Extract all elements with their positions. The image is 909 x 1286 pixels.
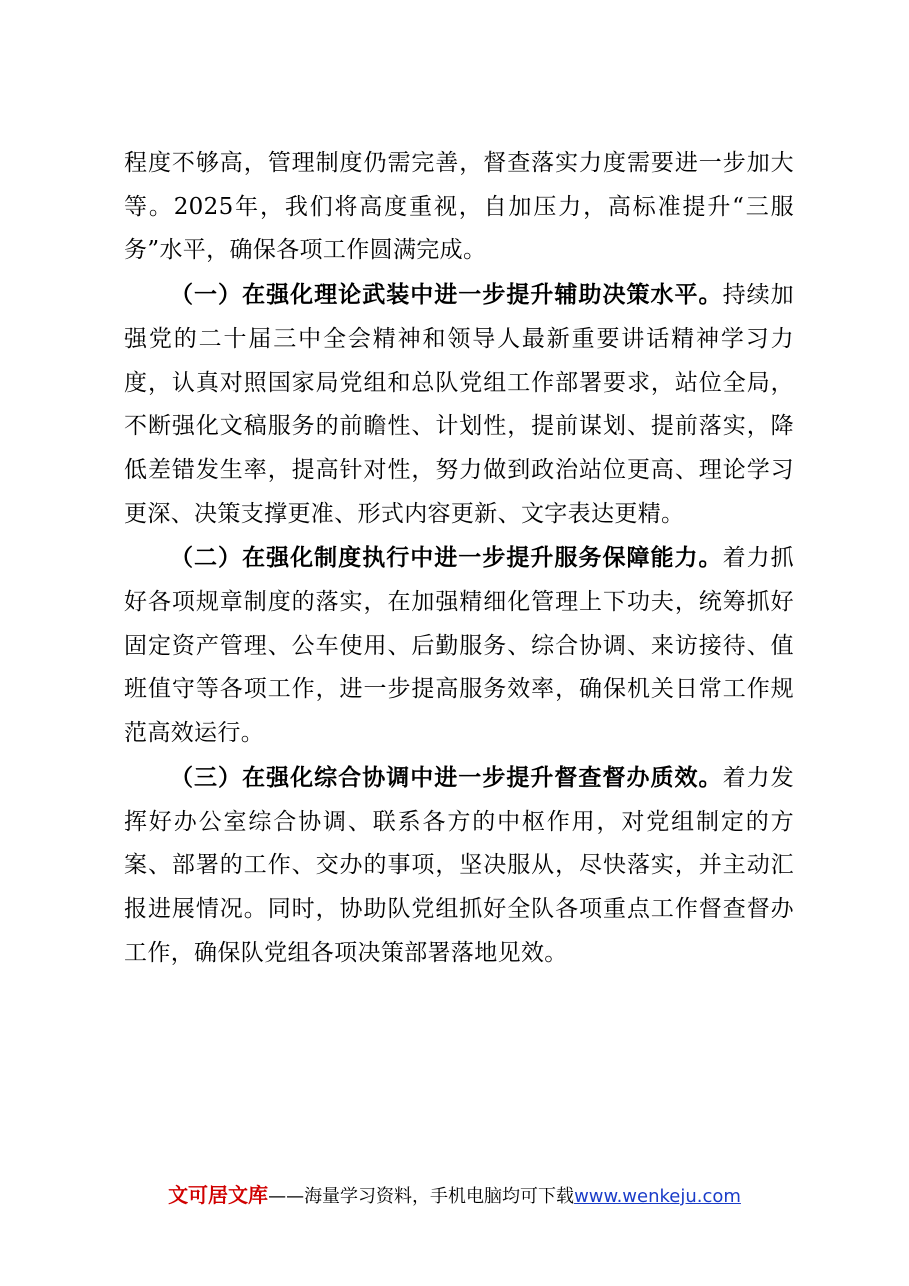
footer-brand: 文可居文库 (168, 1183, 269, 1207)
footer-website-link[interactable]: www.wenkeju.com (574, 1186, 741, 1207)
paragraph-section-3 (124, 756, 794, 976)
paragraph-text: 着力发挥好办公室综合协调、联系各方的中枢作用，对党组制定的方案、部署的工作、交办的事项，坚决服从，尽快落实，并主动汇报进展情况。同时，协助队党组抓好全队各项重点工作督查督办工作，确保队党组各项决策部署落地见效。 (124, 764, 794, 966)
paragraph-section-2 (124, 536, 794, 756)
section-heading: （三）在强化综合协调中进一步提升督查督办质效。 (170, 763, 723, 791)
paragraph-text: 着力抓好各项规章制度的落实，在加强精细化管理上下功夫，统筹抓好固定资产管理、公车使用、后勤服务、综合协调、来访接待、值班值守等各项工作，进一步提高服务效率，确保机关日常工作规范高效运行。 (124, 545, 794, 747)
footer-slogan: ——海量学习资料，手机电脑均可下载 (268, 1186, 575, 1207)
paragraph-intro (124, 142, 794, 273)
section-heading: （一）在强化理论武装中进一步提升辅助决策水平。 (170, 281, 723, 309)
footer-banner (0, 1181, 909, 1211)
document-body (124, 142, 794, 975)
section-heading: （二）在强化制度执行中进一步提升服务保障能力。 (170, 544, 723, 572)
paragraph-text: 程度不够高，管理制度仍需完善，督查落实力度需要进一步加大等。2025年，我们将高度重视，自加压力，高标准提升“三服务”水平，确保各项工作圆满完成。 (124, 150, 794, 264)
paragraph-text: 持续加强党的二十届三中全会精神和领导人最新重要讲话精神学习力度，认真对照国家局党组和总队党组工作部署要求，站位全局，不断强化文稿服务的前瞻性、计划性，提前谋划、提前落实，降低差错发生率，提高针对性，努力做到政治站位更高、理论学习更深、决策支撑更准、形式内容更新、文字表达更精。 (124, 282, 794, 527)
paragraph-section-1 (124, 273, 794, 536)
